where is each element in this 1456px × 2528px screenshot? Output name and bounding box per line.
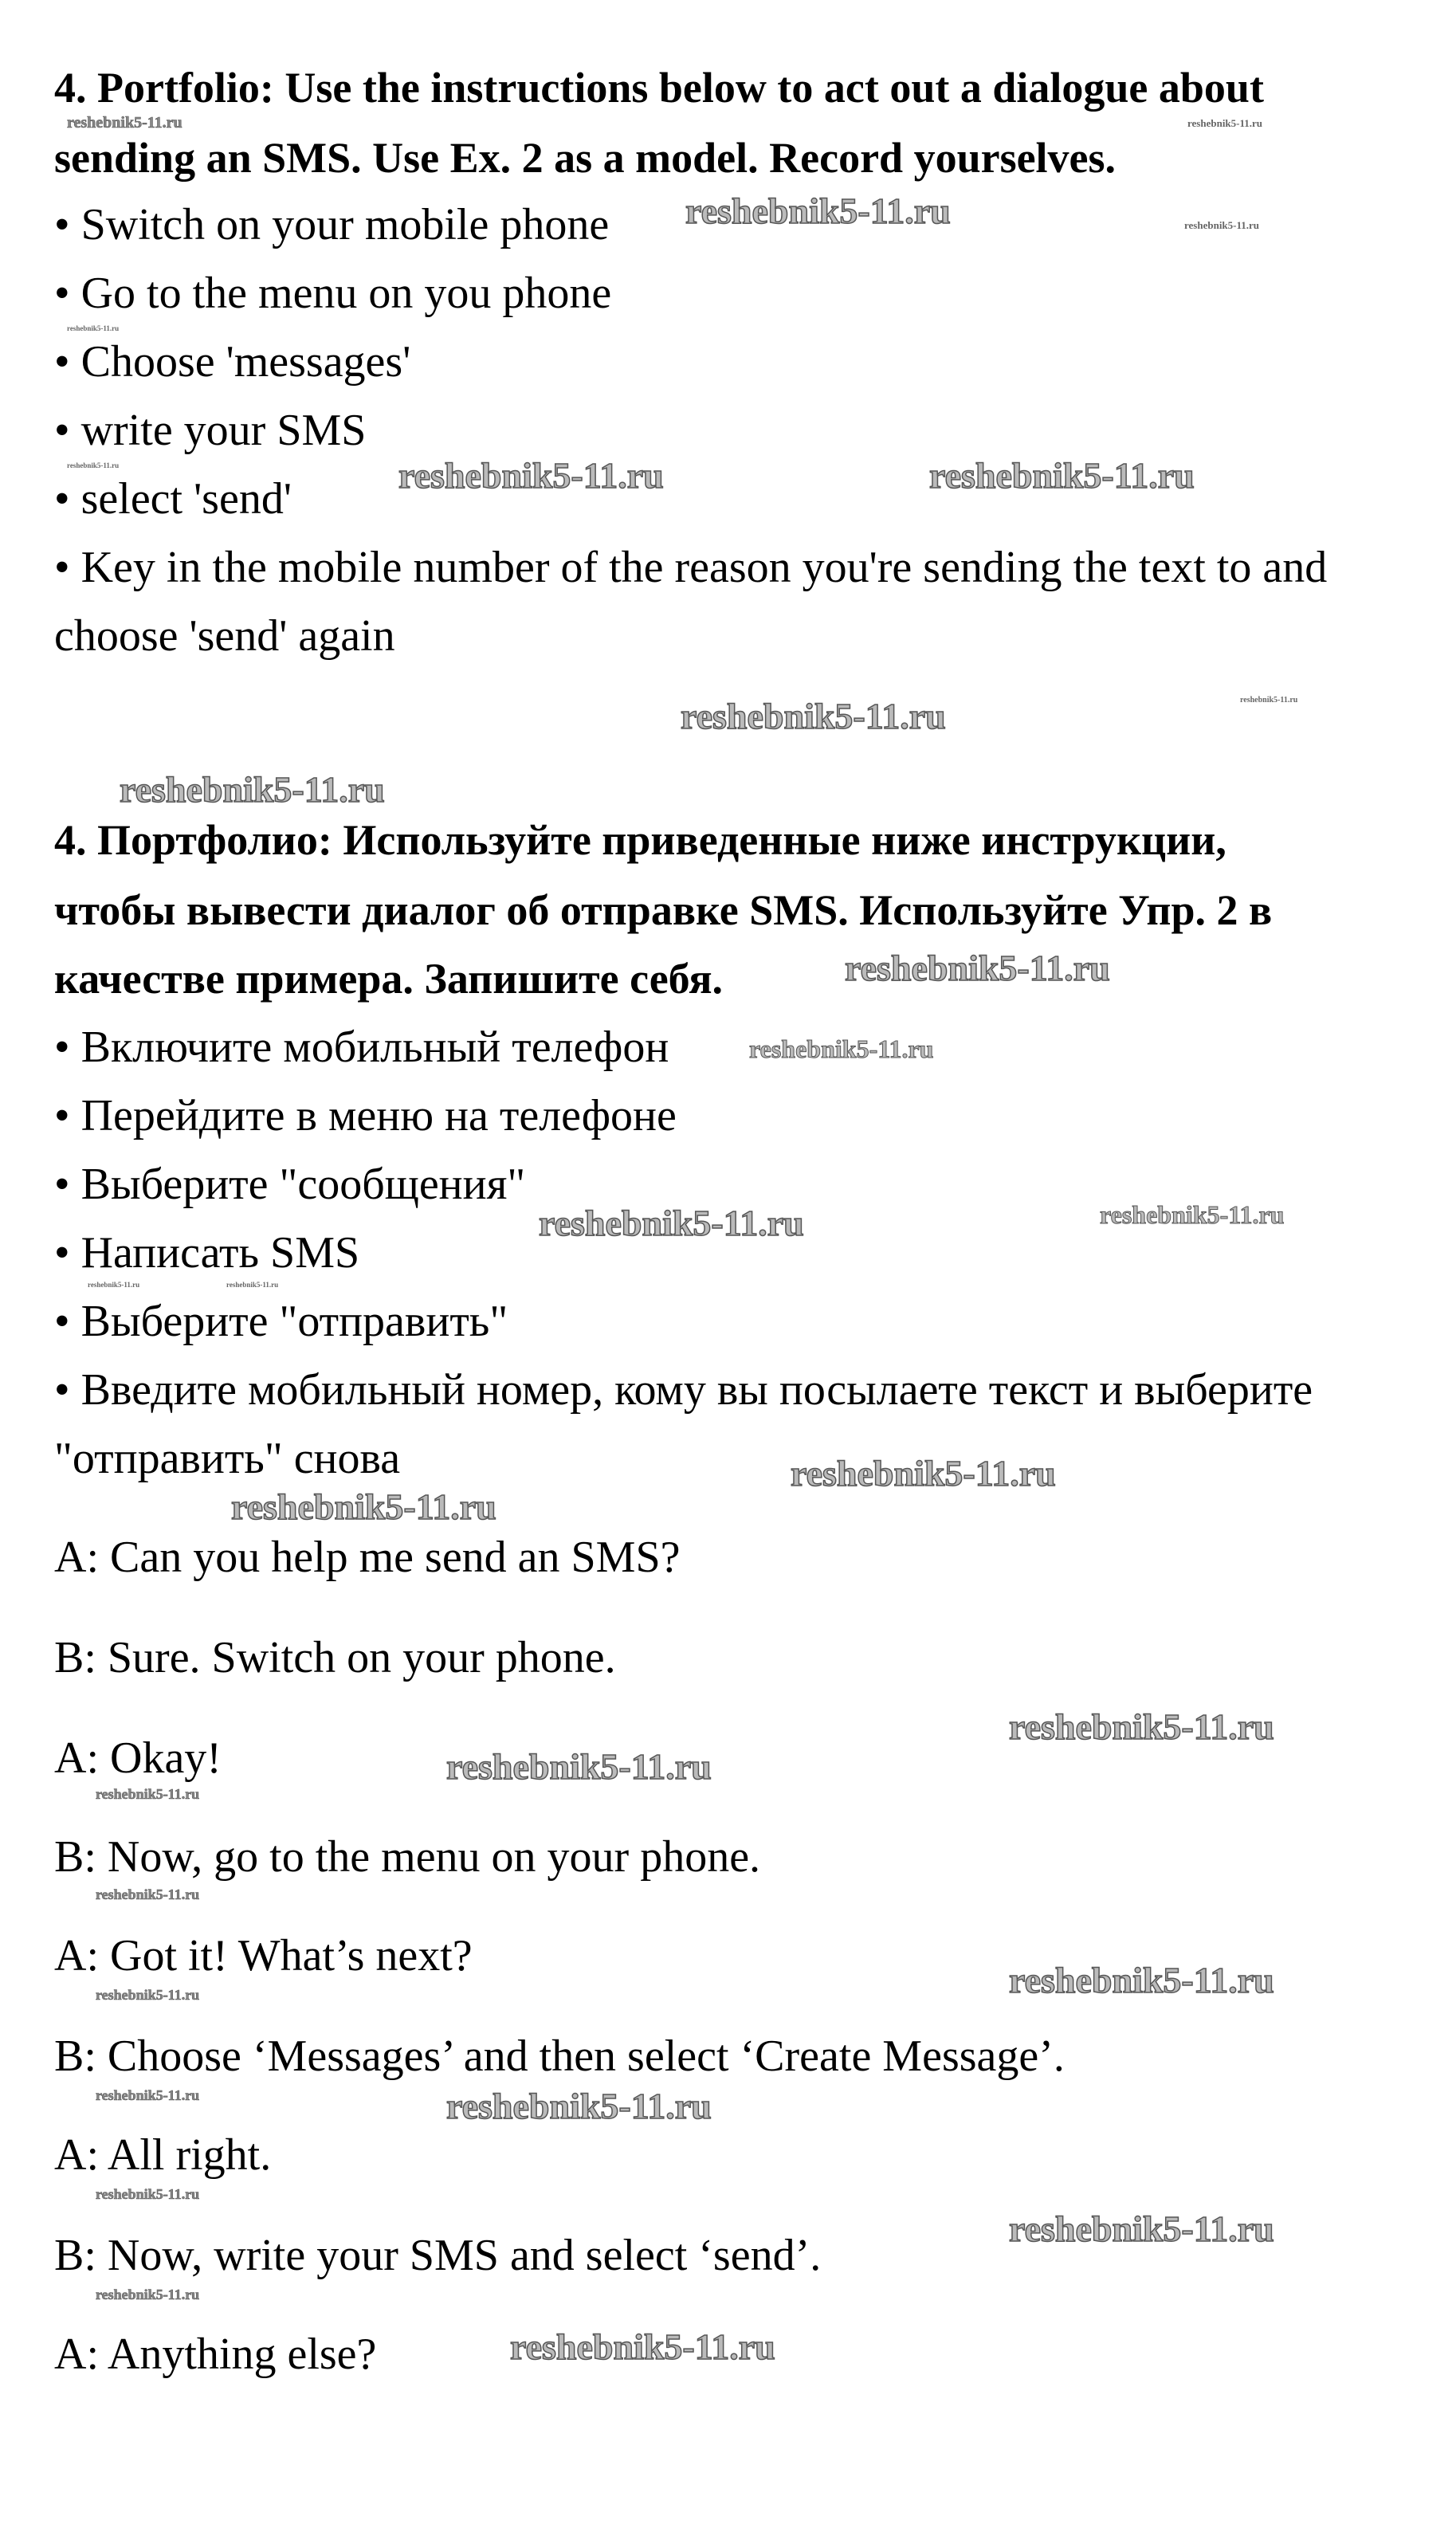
watermark: reshebnik5-11.ru xyxy=(1009,1960,1274,2000)
heading-line: чтобы вывести диалог об отправке SMS. Используйте Упр. 2 в xyxy=(54,886,1273,934)
watermark: reshebnik5-11.ru xyxy=(685,190,951,231)
watermark: reshebnik5-11.ru xyxy=(446,1746,712,1787)
watermark: reshebnik5-11.ru xyxy=(929,455,1195,496)
step-item: • Выберите "сообщения" xyxy=(54,1160,526,1209)
watermark: reshebnik5-11.ru xyxy=(1009,2208,1274,2249)
watermark: reshebnik5-11.ru xyxy=(120,769,385,810)
watermark: reshebnik5-11.ru xyxy=(446,2086,712,2126)
step-item: • Перейдите в меню на телефоне xyxy=(54,1091,677,1140)
step-item: • Выберите "отправить" xyxy=(54,1297,508,1346)
step-item: "отправить" снова xyxy=(54,1434,401,1483)
watermark: reshebnik5-11.ru xyxy=(96,2287,200,2302)
step-item: • Switch on your mobile phone xyxy=(54,200,610,249)
step-item: • select 'send' xyxy=(54,474,292,524)
watermark: reshebnik5-11.ru xyxy=(845,948,1110,988)
watermark: reshebnik5-11.ru xyxy=(791,1453,1056,1494)
watermark: reshebnik5-11.ru xyxy=(67,461,120,469)
watermark: reshebnik5-11.ru xyxy=(96,1786,200,1802)
watermark: reshebnik5-11.ru xyxy=(67,324,120,332)
heading-line: качестве примера. Запишите себя. xyxy=(54,955,724,1003)
watermark: reshebnik5-11.ru xyxy=(1100,1200,1285,1229)
dialogue-line: A: Can you help me send an SMS? xyxy=(54,1533,681,1582)
watermark: reshebnik5-11.ru xyxy=(681,696,946,736)
watermark: reshebnik5-11.ru xyxy=(96,2186,200,2202)
watermark: reshebnik5-11.ru xyxy=(749,1034,934,1063)
dialogue-line: B: Sure. Switch on your phone. xyxy=(54,1633,616,1682)
step-item: • Включите мобильный телефон xyxy=(54,1023,669,1072)
watermark: reshebnik5-11.ru xyxy=(67,114,182,132)
watermark: reshebnik5-11.ru xyxy=(539,1203,804,1243)
step-item: • Написать SMS xyxy=(54,1228,360,1278)
step-item: • Введите мобильный номер, кому вы посылаете текст и выберите xyxy=(54,1365,1313,1415)
dialogue-line: A: Anything else? xyxy=(54,2330,377,2379)
step-item: • Go to the menu on you phone xyxy=(54,269,612,318)
watermark: reshebnik5-11.ru xyxy=(1187,117,1263,129)
watermark: reshebnik5-11.ru xyxy=(96,1886,200,1902)
dialogue-line: B: Now, write your SMS and select ‘send’. xyxy=(54,2231,822,2280)
watermark: reshebnik5-11.ru xyxy=(226,1281,279,1289)
watermark: reshebnik5-11.ru xyxy=(398,455,664,496)
dialogue-line: A: Okay! xyxy=(54,1733,222,1783)
watermark: reshebnik5-11.ru xyxy=(231,1486,496,1527)
dialogue-line: B: Choose ‘Messages’ and then select ‘Create Message’. xyxy=(54,2031,1065,2081)
step-item: • write your SMS xyxy=(54,406,367,455)
watermark: reshebnik5-11.ru xyxy=(1184,219,1260,231)
heading-line: sending an SMS. Use Ex. 2 as a model. Record yourselves. xyxy=(54,134,1117,182)
watermark: reshebnik5-11.ru xyxy=(1240,696,1298,705)
dialogue-line: A: All right. xyxy=(54,2130,272,2180)
heading-line: 4. Portfolio: Use the instructions below to act out a dialogue about xyxy=(54,64,1264,112)
dialogue-line: B: Now, go to the menu on your phone. xyxy=(54,1832,761,1882)
heading-line: 4. Портфолио: Используйте приведенные ниже инструкции, xyxy=(54,816,1226,864)
watermark: reshebnik5-11.ru xyxy=(510,2326,775,2367)
step-item: • Choose 'messages' xyxy=(54,337,411,387)
watermark: reshebnik5-11.ru xyxy=(96,1987,200,2003)
step-item: • Key in the mobile number of the reason you're sending the text to and xyxy=(54,543,1328,592)
step-item: choose 'send' again xyxy=(54,611,395,661)
watermark: reshebnik5-11.ru xyxy=(1009,1706,1274,1747)
watermark: reshebnik5-11.ru xyxy=(96,2087,200,2103)
watermark: reshebnik5-11.ru xyxy=(88,1281,140,1289)
dialogue-line: A: Got it! What’s next? xyxy=(54,1931,473,1980)
